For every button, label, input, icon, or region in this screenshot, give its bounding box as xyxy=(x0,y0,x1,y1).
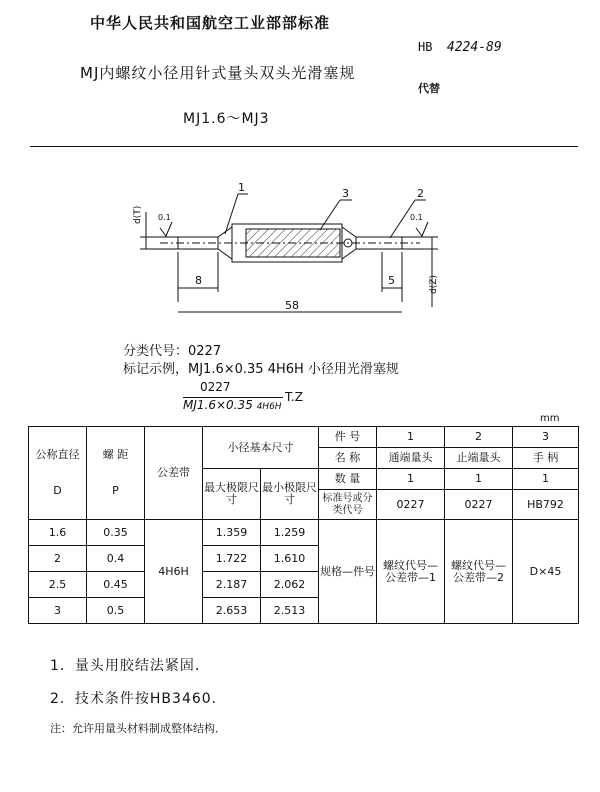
header-std: 标准号或分类代号 xyxy=(319,490,377,520)
dim-58: 58 xyxy=(285,299,299,312)
part-name-2: 止端量头 xyxy=(445,448,513,469)
code-prefix: HB xyxy=(418,40,433,54)
row-max: 1.359 xyxy=(203,520,261,546)
label-part-1: 1 xyxy=(238,182,245,194)
footnote: 注：允许用量头材料制成整体结构． xyxy=(50,722,226,735)
row-d: 2 xyxy=(29,546,87,572)
part-no-2: 2 xyxy=(445,427,513,448)
row-min: 2.062 xyxy=(261,572,319,598)
row-min: 2.513 xyxy=(261,598,319,624)
header-pitch: 螺 距 P xyxy=(87,427,145,520)
label-part-3: 3 xyxy=(342,187,349,200)
part-std-2: 0227 xyxy=(445,490,513,520)
classification-code: 分类代号：0227 xyxy=(123,344,222,359)
roughness-left xyxy=(160,222,172,236)
size-range: MJ1.6～MJ3 xyxy=(183,111,270,127)
document-title: MJ内螺纹小径用针式量头双头光滑塞规 xyxy=(80,64,356,82)
row-p: 0.35 xyxy=(87,520,145,546)
header-max: 最大极限尺 寸 xyxy=(203,469,261,520)
row-min: 1.259 xyxy=(261,520,319,546)
row-max: 2.653 xyxy=(203,598,261,624)
plug-gauge-drawing xyxy=(120,182,450,322)
fraction-thread: MJ1.6×0.35 xyxy=(183,398,253,412)
part-no-1: 1 xyxy=(377,427,445,448)
row-d: 2.5 xyxy=(29,572,87,598)
header-name: 名 称 xyxy=(319,448,377,469)
roughness-right xyxy=(416,222,428,236)
marking-example: 标记示例，MJ1.6×0.35 4H6H 小径用光滑塞规 xyxy=(123,362,399,377)
note-2: 2．技术条件按HB3460． xyxy=(50,691,227,707)
roughness-left-value: 0.1 xyxy=(158,213,171,222)
row-p: 0.5 xyxy=(87,598,145,624)
spec-table xyxy=(28,426,579,624)
row-min: 1.610 xyxy=(261,546,319,572)
roughness-right-value: 0.1 xyxy=(410,213,423,222)
replace-label: 代替 xyxy=(418,82,440,95)
row-d: 1.6 xyxy=(29,520,87,546)
spec-label: 规格—件号 xyxy=(319,520,377,624)
standard-code xyxy=(418,40,502,55)
dim-5: 5 xyxy=(388,274,395,287)
spec-3: D×45 xyxy=(513,520,579,624)
header-min: 最小极限尺 寸 xyxy=(261,469,319,520)
dim-8: 8 xyxy=(195,274,202,287)
code-number: 4224-89 xyxy=(446,40,502,55)
fraction-suffix: T.Z xyxy=(285,390,303,404)
standard-header: 中华人民共和国航空工业部部标准 xyxy=(90,14,331,32)
diam-right-label: d(Z) xyxy=(429,275,439,294)
diam-left-label: d(T) xyxy=(133,205,143,224)
row-p: 0.4 xyxy=(87,546,145,572)
fraction-numerator: 0227 xyxy=(200,380,231,394)
row-max: 1.722 xyxy=(203,546,261,572)
fraction-tolerance: 4H6H xyxy=(256,402,282,412)
part-name-3: 手 柄 xyxy=(513,448,579,469)
part-std-1: 0227 xyxy=(377,490,445,520)
header-part-no: 件 号 xyxy=(319,427,377,448)
row-max: 2.187 xyxy=(203,572,261,598)
unit-label: mm xyxy=(540,413,560,424)
part-std-3: HB792 xyxy=(513,490,579,520)
part-qty-2: 1 xyxy=(445,469,513,490)
tolerance-value: 4H6H xyxy=(145,520,203,624)
part-no-3: 3 xyxy=(513,427,579,448)
header-tolerance: 公差带 xyxy=(145,427,203,520)
row-p: 0.45 xyxy=(87,572,145,598)
header-qty: 数 量 xyxy=(319,469,377,490)
header-divider xyxy=(30,146,578,147)
leader-3 xyxy=(320,200,340,230)
part-qty-1: 1 xyxy=(377,469,445,490)
spec-1: 螺纹代号—公差带—1 xyxy=(377,520,445,624)
header-minor-diameter: 小径基本尺寸 xyxy=(203,427,319,469)
row-d: 3 xyxy=(29,598,87,624)
note-1: 1．量头用胶结法紧固． xyxy=(50,658,210,674)
part-qty-3: 1 xyxy=(513,469,579,490)
label-part-2: 2 xyxy=(417,187,424,200)
part-name-1: 通端量头 xyxy=(377,448,445,469)
fraction-denominator xyxy=(183,398,282,412)
header-diameter: 公称直径 D xyxy=(29,427,87,520)
spec-2: 螺纹代号—公差带—2 xyxy=(445,520,513,624)
